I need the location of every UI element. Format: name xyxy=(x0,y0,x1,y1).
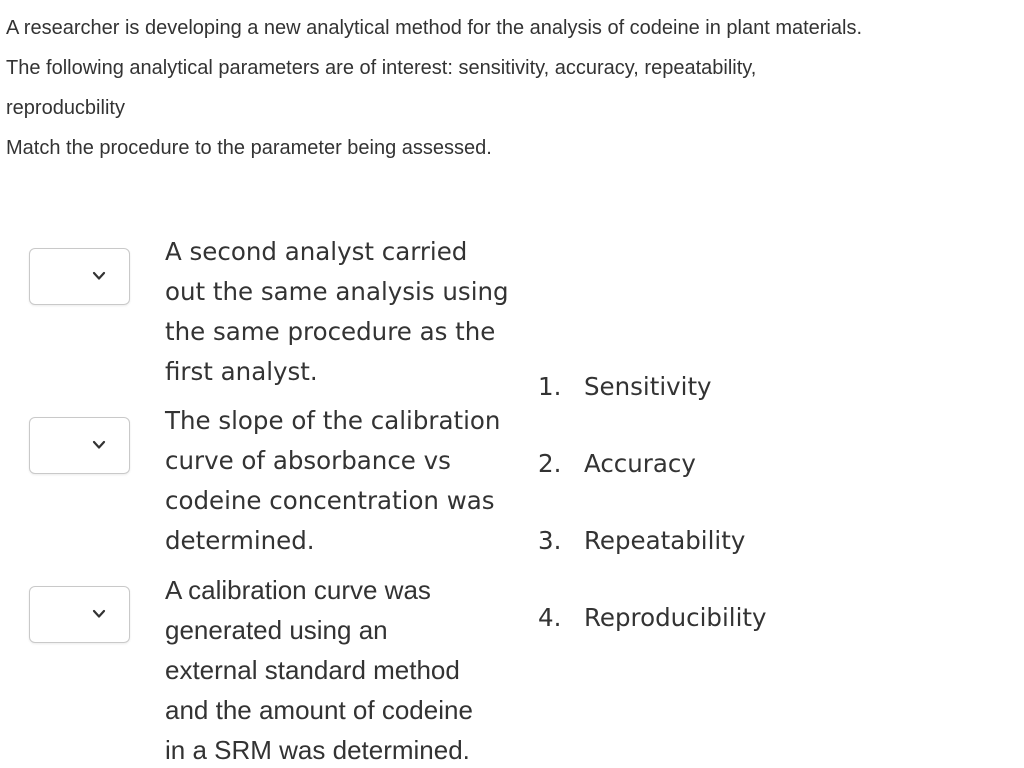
answer-option-label: Repeatability xyxy=(584,526,746,555)
match-item-2-text xyxy=(165,401,510,561)
question-instruction: Match the procedure to the parameter being assessed. xyxy=(6,137,492,159)
match-item-1-line: A second analyst carried xyxy=(165,237,468,266)
match-item-3-text xyxy=(165,570,510,768)
question-stem xyxy=(6,8,1018,168)
answer-option-number: 1. xyxy=(538,372,562,401)
match-item-2-line: determined. xyxy=(165,526,315,555)
answer-option-label: Reproducibility xyxy=(584,603,767,632)
answer-options-list xyxy=(538,368,767,676)
answer-option xyxy=(538,522,767,599)
answer-option-label: Sensitivity xyxy=(584,372,712,401)
match-item-1-line: first analyst. xyxy=(165,357,318,386)
chevron-down-icon xyxy=(90,267,108,285)
answer-option-number: 4. xyxy=(538,603,562,632)
match-select-2[interactable] xyxy=(29,417,130,474)
chevron-down-icon xyxy=(90,436,108,454)
question-text xyxy=(6,8,1018,128)
match-item-1-line: out the same analysis using xyxy=(165,277,509,306)
answer-option xyxy=(538,599,767,676)
match-item-3-line: generated using an xyxy=(165,615,388,645)
question-line-1: A researcher is developing a new analytical method for the analysis of codeine in plant materials. xyxy=(6,17,863,39)
match-item-3-line: external standard method xyxy=(165,655,460,685)
question-line-2: The following analytical parameters are of interest: sensitivity, accuracy, repeatability, xyxy=(6,57,757,79)
match-select-1[interactable] xyxy=(29,248,130,305)
match-select-3[interactable] xyxy=(29,586,130,643)
match-item-3-line: A calibration curve was xyxy=(165,575,431,605)
match-item-2-line: The slope of the calibration xyxy=(165,406,501,435)
answer-option xyxy=(538,368,767,445)
match-item-1-text xyxy=(165,232,510,392)
question-line-3: reproducbility xyxy=(6,97,125,119)
answer-option-number: 2. xyxy=(538,449,562,478)
match-item-3-line: in a SRM was determined. xyxy=(165,735,470,765)
answer-option xyxy=(538,445,767,522)
match-item-1-line: the same procedure as the xyxy=(165,317,496,346)
answer-option-number: 3. xyxy=(538,526,562,555)
match-item-2-line: curve of absorbance vs xyxy=(165,446,451,475)
answer-option-label: Accuracy xyxy=(584,449,696,478)
chevron-down-icon xyxy=(90,605,108,623)
match-item-3-line: and the amount of codeine xyxy=(165,695,473,725)
match-item-2-line: codeine concentration was xyxy=(165,486,495,515)
